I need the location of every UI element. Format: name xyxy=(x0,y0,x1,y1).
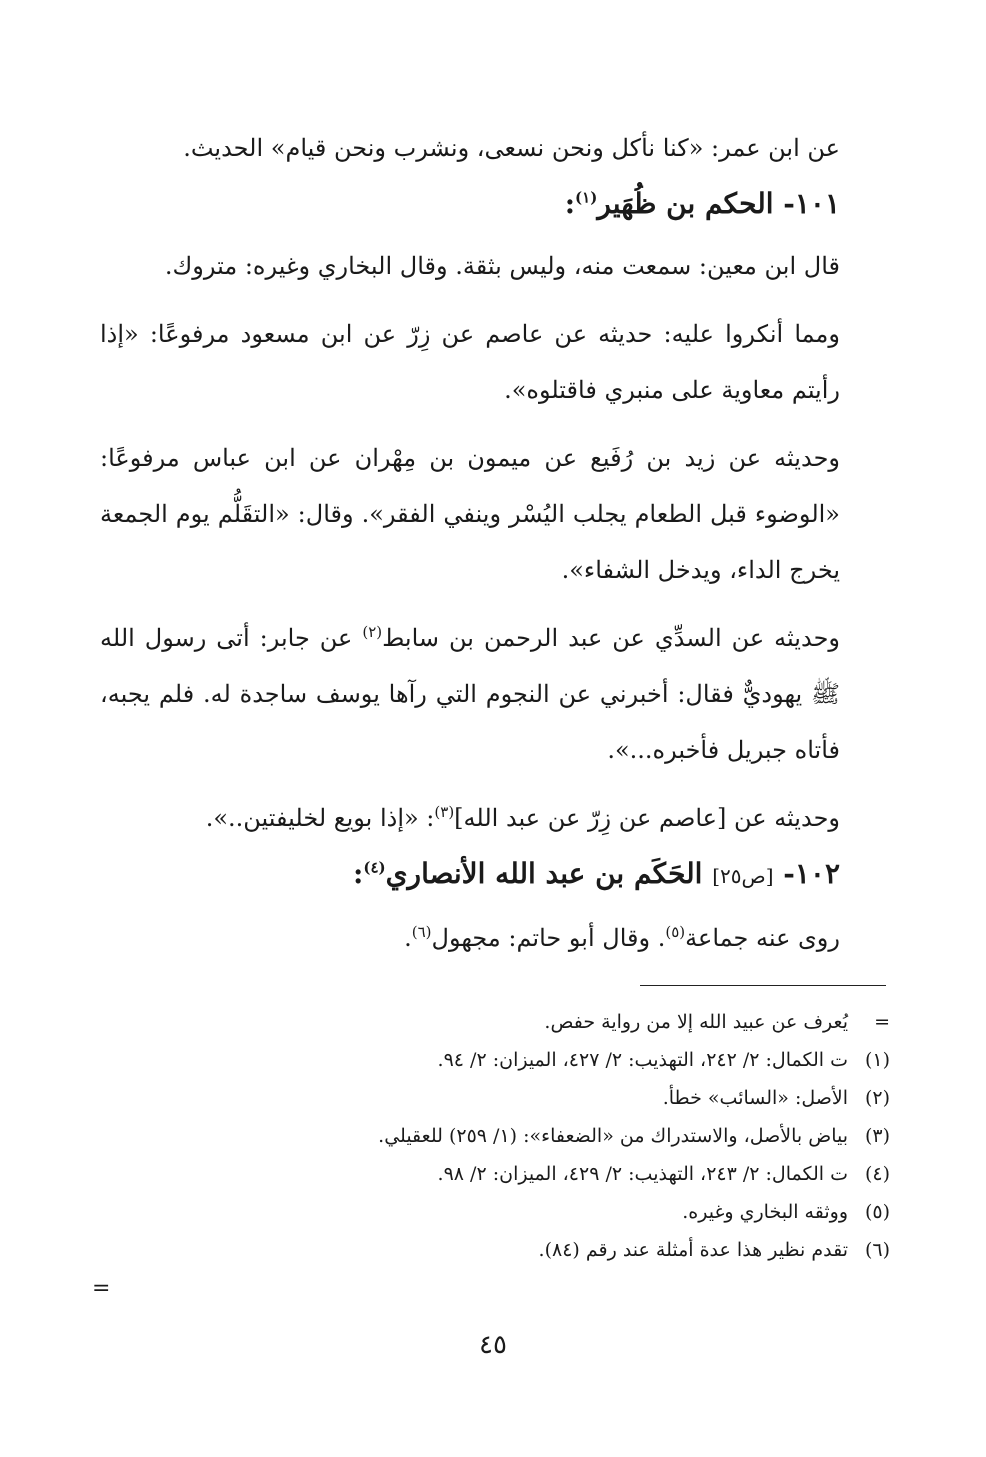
footnote-ref-1: (١) xyxy=(575,188,598,207)
paragraph-ibn-maeen: قال ابن معين: سمعت منه، وليس بثقة. وقال البخاري وغيره: متروك. xyxy=(164,252,840,280)
entry-102-heading xyxy=(100,846,840,904)
entry-102-title: الحَكَم بن عبد الله الأنصاري xyxy=(385,857,713,890)
footnote-text: بياض بالأصل، والاستدراك من «الضعفاء»: (١/ ٢٥٩) للعقيلي. xyxy=(378,1125,848,1147)
paragraph-munkar-3-b: عن جابر: أتى رسول الله ﷺ يهوديٌّ فقال: أخبرني عن النجوم التي رآها يوسف ساجدة له. فلم يجبه، فأتاه جبريل فأخبره...». xyxy=(100,624,840,764)
footnote-number: (٥) xyxy=(864,1201,890,1223)
footnote-ref-2: (٢) xyxy=(362,623,383,641)
main-text xyxy=(100,120,840,966)
footnote-ref-4: (٤) xyxy=(363,858,386,877)
footnote-number: (٣) xyxy=(864,1125,890,1147)
entry-102-number: ١٠٢- xyxy=(773,857,840,890)
paragraph-munkar-4-b: : «إذا بويع لخليفتين..». xyxy=(205,804,435,832)
footnote-item xyxy=(200,1041,890,1079)
footnote-item xyxy=(200,1193,890,1231)
footnote-text: الأصل: «السائب» خطأ. xyxy=(662,1087,848,1109)
footnote-item xyxy=(200,1079,890,1117)
footnote-text: تقدم نظير هذا عدة أمثلة عند رقم (٨٤). xyxy=(538,1239,848,1261)
paragraph-munkar-3-a: وحديثه عن السدِّي عن عبد الرحمن بن سابط xyxy=(382,624,840,652)
footnote-number: = xyxy=(874,1011,890,1033)
footnote-ref-6: (٦) xyxy=(411,923,432,941)
footnote-text: ت الكمال: ٢/ ٢٤٢، التهذيب: ٢/ ٤٢٧، الميزان: ٢/ ٩٤. xyxy=(437,1049,848,1071)
footnote-item xyxy=(200,1003,890,1041)
paragraph-munkar-3 xyxy=(100,610,840,778)
continuation-mark: = xyxy=(92,1276,111,1301)
footnote-ref-5: (٥) xyxy=(665,923,686,941)
entry-102-colon: : xyxy=(353,857,364,890)
footnote-number: (١) xyxy=(864,1049,890,1071)
page-number: ٤٥ xyxy=(479,1330,507,1360)
footnote-separator xyxy=(640,985,886,986)
entry-101-heading xyxy=(100,176,840,232)
footnote-item xyxy=(200,1231,890,1269)
manuscript-page-ref: [ص٢٥] xyxy=(712,864,774,888)
paragraph-entry-102-a: روى عنه جماعة xyxy=(685,924,840,952)
footnote-text: ووثقه البخاري وغيره. xyxy=(682,1201,848,1223)
footnote-number: (٦) xyxy=(864,1239,890,1261)
footnote-number: (٤) xyxy=(864,1163,890,1185)
footnote-text: يُعرف عن عبيد الله إلا من رواية حفص. xyxy=(544,1011,848,1033)
footnotes xyxy=(200,1003,890,1269)
footnote-item xyxy=(200,1117,890,1155)
paragraph-munkar-4 xyxy=(100,790,840,846)
paragraph-munkar-1: ومما أنكروا عليه: حديثه عن عاصم عن زِرّ عن ابن مسعود مرفوعًا: «إذا رأيتم معاوية على منبري فاقتلوه». xyxy=(100,320,840,404)
paragraph-intro: عن ابن عمر: «كنا نأكل ونحن نسعى، ونشرب ونحن قيام» الحديث. xyxy=(183,134,840,162)
paragraph-munkar-4-a: وحديثه عن [عاصم عن زِرّ عن عبد الله] xyxy=(454,804,840,832)
footnote-ref-3: (٣) xyxy=(434,803,455,821)
entry-101-colon: : xyxy=(564,187,576,220)
paragraph-entry-102 xyxy=(100,910,840,966)
footnote-item xyxy=(200,1155,890,1193)
footnote-text: ت الكمال: ٢/ ٢٤٣، التهذيب: ٢/ ٤٢٩، الميزان: ٢/ ٩٨. xyxy=(437,1163,848,1185)
paragraph-entry-102-b: . وقال أبو حاتم: مجهول xyxy=(431,924,666,952)
paragraph-munkar-2: وحديثه عن زيد بن رُفَيع عن ميمون بن مِهْران عن ابن عباس مرفوعًا: «الوضوء قبل الطعام يجلب اليُسْر وينفي الفقر». وقال: «التقَلُّم يوم الجمعة يخرج الداء، ويدخل الشفاء». xyxy=(100,444,840,584)
footnote-number: (٢) xyxy=(864,1087,890,1109)
entry-101-title: ١٠١- الحكم بن ظُهَير xyxy=(597,187,840,220)
paragraph-entry-102-c: . xyxy=(404,924,412,952)
